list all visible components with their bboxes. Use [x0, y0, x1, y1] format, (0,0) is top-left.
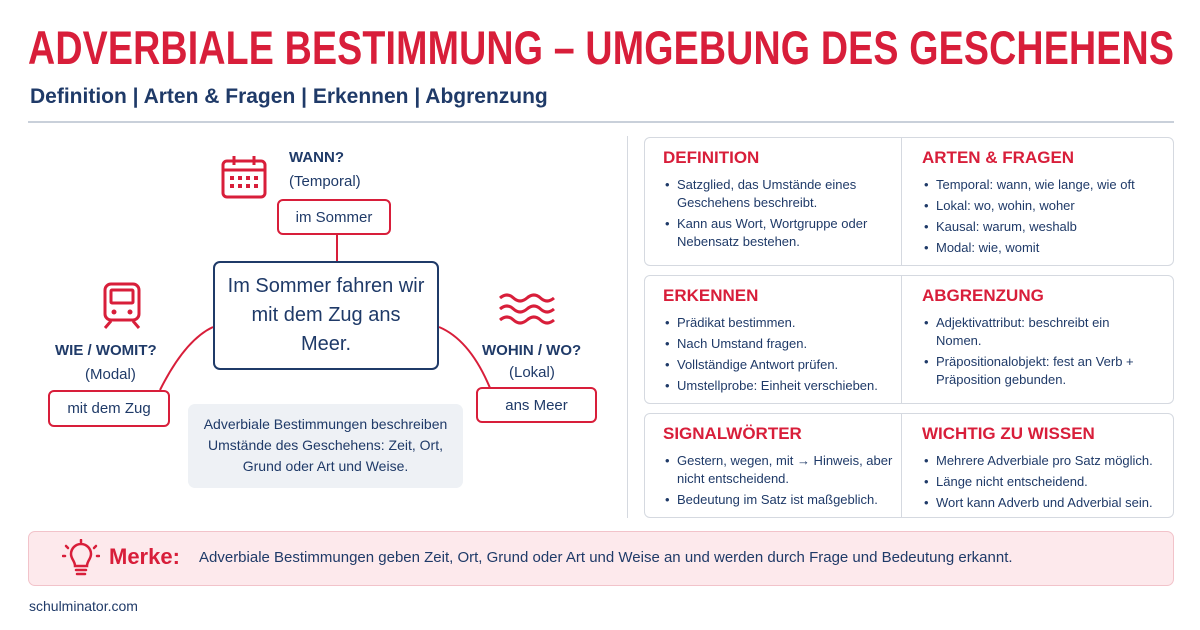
lokal-question: WOHIN / WO? [482, 342, 582, 359]
temporal-type: (Temporal) [289, 173, 361, 190]
lokal-type: (Lokal) [509, 364, 555, 381]
merke-text: Adverbiale Bestimmungen geben Zeit, Ort, Grund oder Art und Weise an und werden durch Frage und Bedeutung erkannt. [199, 549, 1013, 566]
temporal-question: WANN? [289, 149, 344, 166]
list-item: • Gestern, wegen, mit → Hinweis, aber nicht entscheidend. [663, 452, 895, 488]
info-card-1 [644, 137, 1174, 266]
erkennen-heading: ERKENNEN [663, 286, 759, 305]
info-card-2 [644, 275, 1174, 404]
definition-section [663, 148, 895, 254]
list-item: • Modal: wie, womit [922, 239, 1172, 257]
explanation-note: Adverbiale Bestimmungen beschreiben Umstände des Geschehens: Zeit, Ort, Grund oder Art und Weise. [188, 404, 463, 488]
list-item: • Kann aus Wort, Wortgruppe oder Nebensatz bestehen. [663, 215, 895, 251]
modal-answer: mit dem Zug [48, 390, 170, 427]
calendar-icon [221, 155, 267, 199]
info-card-3 [644, 413, 1174, 518]
list-item: • Umstellprobe: Einheit verschieben. [663, 377, 899, 395]
arten-heading: ARTEN & FRAGEN [922, 148, 1075, 167]
page-title: ADVERBIALE BESTIMMUNG – UMGEBUNG DES GESCHEHENS [28, 21, 1175, 74]
signalwoerter-section [663, 424, 895, 512]
list-item: • Bedeutung im Satz ist maßgeblich. [663, 491, 895, 509]
list-item: • Satzglied, das Umstände eines Geschehens beschreibt. [663, 176, 895, 212]
arten-section [922, 148, 1172, 260]
list-item: • Adjektivattribut: beschreibt ein Nomen. [922, 314, 1140, 350]
list-item: • Lokal: wo, wohin, woher [922, 197, 1172, 215]
lightbulb-icon [62, 539, 100, 579]
list-item: • Temporal: wann, wie lange, wie oft [922, 176, 1172, 194]
list-item: • Vollständige Antwort prüfen. [663, 356, 899, 374]
definition-heading: DEFINITION [663, 148, 760, 167]
merke-label: Merke: [109, 544, 180, 569]
list-item: • Wort kann Adverb und Adverbial sein. [922, 494, 1172, 512]
abgrenzung-heading: ABGRENZUNG [922, 286, 1044, 305]
page-subtitle: Definition | Arten & Fragen | Erkennen | Abgrenzung [30, 85, 548, 108]
merke-banner [28, 531, 1174, 586]
modal-question: WIE / WOMIT? [55, 342, 157, 359]
lokal-answer: ans Meer [476, 387, 597, 423]
list-item: • Prädikat bestimmen. [663, 314, 899, 332]
column-divider [627, 136, 628, 518]
temporal-answer: im Sommer [277, 199, 391, 235]
abgrenzung-section [922, 286, 1140, 392]
waves-icon [498, 292, 556, 326]
list-item: • Präpositionalobjekt: fest an Verb + Präposition gebunden. [922, 353, 1140, 389]
sentence-diagram [0, 0, 620, 520]
wichtig-section [922, 424, 1172, 515]
list-item: • Länge nicht entscheidend. [922, 473, 1172, 491]
train-icon [101, 282, 143, 330]
example-sentence: Im Sommer fahren wir mit dem Zug ans Meer. [213, 261, 439, 370]
footer-brand: schulminator.com [29, 598, 138, 614]
list-item: • Mehrere Adverbiale pro Satz möglich. [922, 452, 1172, 470]
list-item: • Nach Umstand fragen. [663, 335, 899, 353]
wichtig-heading: WICHTIG ZU WISSEN [922, 424, 1095, 443]
erkennen-section [663, 286, 899, 398]
modal-type: (Modal) [85, 366, 136, 383]
signalwoerter-heading: SIGNALWÖRTER [663, 424, 802, 443]
list-item: • Kausal: warum, weshalb [922, 218, 1172, 236]
